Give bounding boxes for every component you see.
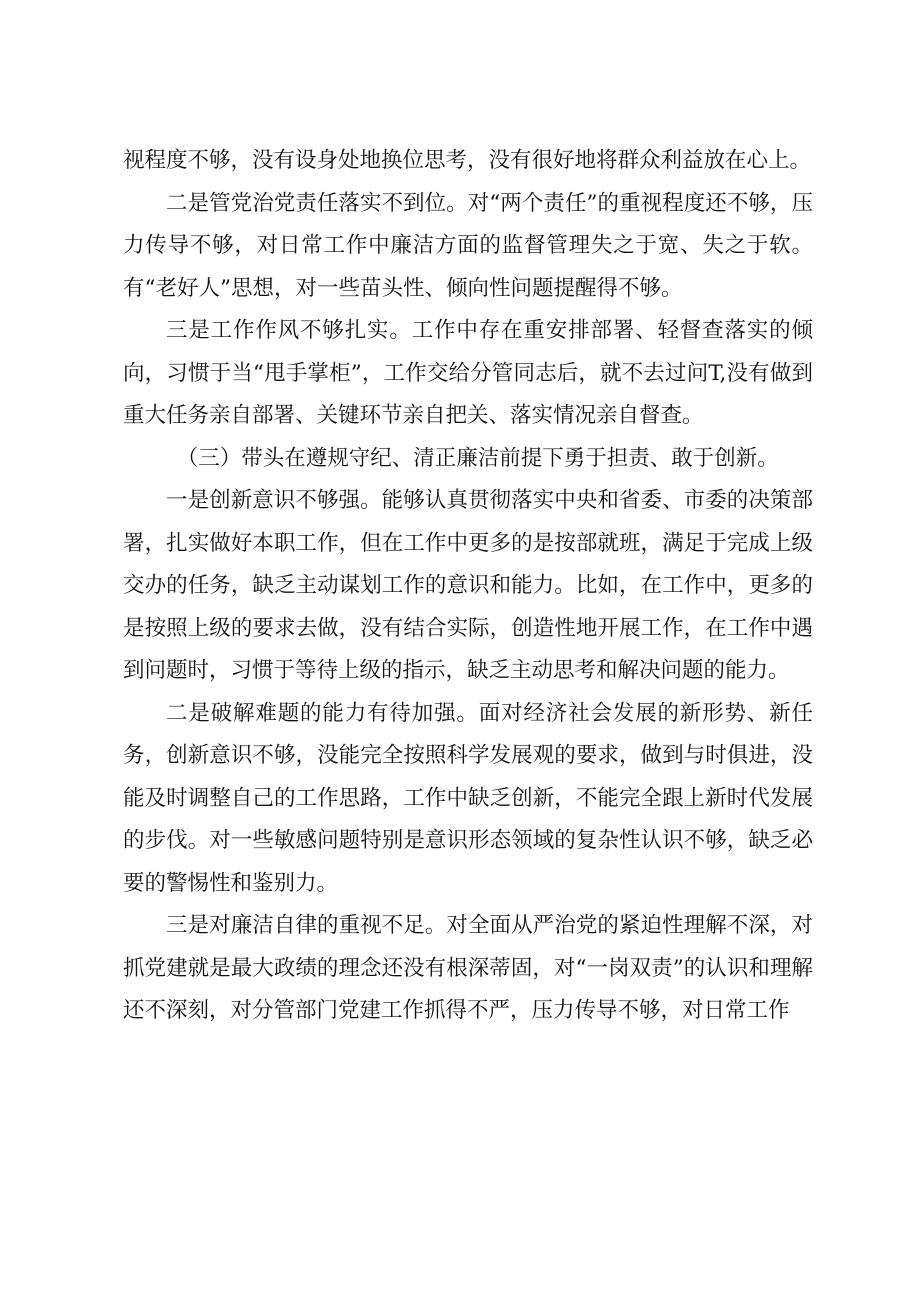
- document-body: [123, 140, 813, 1033]
- paragraph-work-style: 三是工作作风不够扎实。工作中存在重安排部署、轻督查落实的倾向，习惯于当“甩手掌柜”，工作交给分管同志后，就不去过问T,没有做到重大任务亲自部署、关键环节亲自把关、落实情况亲自督查。: [123, 318, 813, 428]
- section-heading-three: （三）带头在遵规守纪、清正廉洁前提下勇于担责、敢于创新。: [176, 445, 779, 471]
- paragraph-continuation: 视程度不够，没有设身处地换位思考，没有很好地将群众利益放在心上。: [123, 148, 812, 173]
- paragraph-innovation-awareness: 一是创新意识不够强。能够认真贯彻落实中央和省委、市委的决策部署，扎实做好本职工作，但在工作中更多的是按部就班，满足于完成上级交办的任务，缺乏主动谋划工作的意识和能力。比如，在工作中，更多的是按照上级的要求去做，没有结合实际，创造性地开展工作，在工作中遇到问题时，习惯于等待上级的指示，缺乏主动思考和解决问题的能力。: [123, 488, 813, 683]
- paragraph-self-discipline: 三是对廉洁自律的重视不足。对全面从严治党的紧迫性理解不深，对抓党建就是最大政绩的理念还没有根深蒂固，对“一岗双责”的认识和理解还不深刻，对分管部门党建工作抓得不严，压力传导不够，对日常工作: [123, 913, 813, 1023]
- paragraph-party-responsibility: 二是管党治党责任落实不到位。对“两个责任”的重视程度还不够，压力传导不够，对日常工作中廉洁方面的监督管理失之于宽、失之于软。有“老好人”思想，对一些苗头性、倾向性问题提醒得不够。: [123, 190, 813, 301]
- paragraph-problem-solving: 二是破解难题的能力有待加强。面对经济社会发展的新形势、新任务，创新意识不够，没能完全按照科学发展观的要求，做到与时俱进，没能及时调整自己的工作思路，工作中缺乏创新，不能完全跟上新时代发展的步伐。对一些敏感问题特别是意识形态领域的复杂性认识不够，缺乏必要的警惕性和鉴别力。: [123, 700, 813, 896]
